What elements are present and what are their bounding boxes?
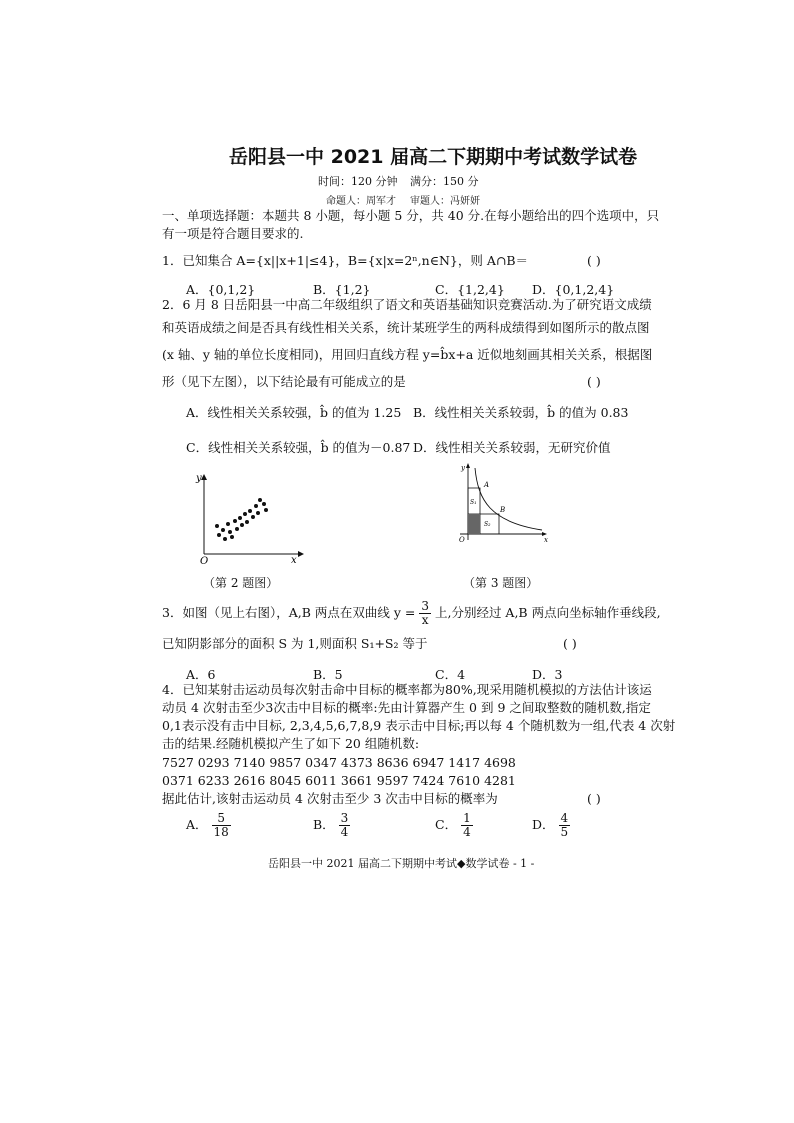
q4-line5: 据此估计,该射击运动员 4 次射击至少 3 次击中目标的概率为 [162,791,498,806]
scatter-point [228,530,232,534]
fig3-x-label: x [544,536,548,544]
figure-2-scatter [190,466,310,566]
exam-time: 时间：120 分钟 [318,175,398,188]
scatter-point [223,537,227,541]
q4-option-c-den: 4 [463,825,471,839]
scatter-point [256,511,260,515]
q4-option-b-num: 3 [340,811,349,825]
q4-random-numbers-row1: 7527 0293 7140 9857 0347 4373 8636 6947 1417 4698 [162,755,516,770]
q4-line3: 0,1表示没有击中目标, 2,3,4,5,6,7,8,9 表示击中目标;再以每 4 个随机数为一组,代表 4 次射 [162,718,676,733]
q4-option-a-label: A． [186,817,208,832]
q3-option-a: A．6 [186,667,216,682]
q2-line3: (x 轴、y 轴的单位长度相同)，用回归直线方程 y=b̂x+a 近似地刻画其相关关系，根据图 [162,347,653,362]
q1-option-d: D．{0,1,2,4} [532,282,615,297]
q1-option-a: A．{0,1,2} [186,282,256,297]
q4-option-c-label: C． [435,817,458,832]
scatter-point [221,528,225,532]
q4-line4: 击的结果.经随机模拟产生了如下 20 组随机数: [162,736,420,751]
section-instructions-line2: 有一项是符合题目要求的. [162,226,304,241]
q4-option-d-num: 4 [560,811,569,825]
q2-option-a: A．线性相关关系较强，b̂ 的值为 1.25 [186,405,402,420]
fig2-points [215,498,268,541]
scatter-point [243,512,247,516]
q2-option-b: B．线性相关关系较弱，b̂ 的值为 0.83 [413,405,629,420]
q4-option-a-fraction [212,812,231,839]
q3-fraction-den: x [421,613,429,627]
q4-line1: 4．已知某射击运动员每次射击命中目标的概率都为80%,现采用随机模拟的方法估计该运 [162,682,652,697]
scatter-point [264,508,268,512]
figure-3-hyperbola [452,460,552,548]
exam-author: 命题人：周军才 [326,196,396,207]
q1-option-c: C．{1,2,4} [435,282,505,297]
page-footer: 岳阳县一中 2021 届高二下期期中考试◆数学试卷 - 1 - [268,857,535,870]
scatter-point [251,515,255,519]
figure-2-caption: （第 2 题图） [203,576,279,590]
scatter-point [238,516,242,520]
q3-answer-paren: ( ) [563,636,577,651]
scatter-point [240,523,244,527]
q4-option-a [186,812,231,839]
fig3-shaded-area [468,514,480,534]
q2-option-d: D．线性相关关系较弱，无研究价值 [413,440,611,455]
scatter-point [217,533,221,537]
q3-line1-start: 3．如图（见上右图），A,B 两点在双曲线 y = [162,605,416,620]
q3-fraction-num: 3 [421,599,429,613]
fig3-point-a: A [484,481,490,489]
q4-option-d-den: 5 [560,825,569,839]
q4-option-d-fraction [559,812,571,839]
figure-3-caption: （第 3 题图） [463,576,539,590]
q4-option-c [435,812,473,839]
fig3-s1-label: S₁ [470,499,477,506]
q2-answer-paren: ( ) [587,374,601,389]
fig2-y-label: y [196,473,202,484]
scatter-point [235,527,239,531]
fig3-s2-label: S₂ [484,521,491,528]
scatter-point [230,535,234,539]
q4-option-c-fraction [461,812,473,839]
fig2-x-label: x [291,555,297,566]
q1-stem: 1．已知集合 A={x||x+1|≤4}，B={x|x=2ⁿ,n∈N}，则 A∩B＝ [162,253,529,268]
fig2-origin: O [200,556,209,566]
scatter-point [254,504,258,508]
scatter-point [226,522,230,526]
q3-fraction [419,600,431,627]
section-instructions-line1: 一、单项选择题：本题共 8 小题，每小题 5 分，共 40 分.在每小题给出的四个选项中，只 [162,208,660,223]
q2-option-c: C．线性相关关系较强，b̂ 的值为－0.87 [186,440,411,455]
fig3-y-arrow [466,463,470,468]
page-title: 岳阳县一中 2021 届高二下期期中考试数学试卷 [229,146,638,168]
scatter-point [233,519,237,523]
q2-line2: 和英语成绩之间是否具有线性相关关系，统计某班学生的两科成绩得到如图所示的散点图 [162,320,650,335]
exam-reviewer: 审题人：冯妍妍 [410,196,480,207]
scatter-point [258,498,262,502]
q4-option-d [532,812,570,839]
exam-score: 满分：150 分 [410,175,479,188]
q4-option-a-num: 5 [212,812,231,826]
q3-option-b: B．5 [313,667,343,682]
q2-line1: 2．6 月 8 日岳阳县一中高二年级组织了语文和英语基础知识竞赛活动.为了研究语文成绩 [162,297,652,312]
scatter-point [262,502,266,506]
fig3-y-label: y [461,464,465,472]
fig3-origin: O [459,536,465,544]
q4-option-a-den: 18 [213,825,229,839]
scatter-point [245,520,249,524]
q3-option-c: C．4 [435,667,466,682]
fig3-point-b: B [500,506,506,514]
q1-answer-paren: ( ) [587,253,601,268]
q4-option-c-num: 1 [463,811,471,825]
q4-option-b [313,812,350,839]
q4-option-b-den: 4 [340,825,349,839]
q3-line1-end: 上,分别经过 A,B 两点向坐标轴作垂线段, [434,605,661,620]
q4-option-b-label: B． [313,817,335,832]
fig2-y-arrow [201,474,207,480]
q2-line4: 形（见下左图），以下结论最有可能成立的是 [162,374,406,389]
q4-answer-paren: ( ) [587,791,601,806]
q4-option-d-label: D． [532,817,555,832]
q4-line2: 动员 4 次射击至少3次击中目标的概率:先由计算器产生 0 到 9 之间取整数的随机数,指定 [162,700,651,715]
fig2-x-arrow [298,551,304,557]
q4-random-numbers-row2: 0371 6233 2616 8045 6011 3661 9597 7424 7610 4281 [162,773,516,788]
q3-line1 [162,600,661,627]
q3-option-d: D．3 [532,667,563,682]
q1-option-b: B．{1,2} [313,282,371,297]
scatter-point [215,524,219,528]
q4-option-b-fraction [339,812,351,839]
scatter-point [248,509,252,513]
q3-line2: 已知阴影部分的面积 S 为 1,则面积 S₁+S₂ 等于 [162,636,428,651]
